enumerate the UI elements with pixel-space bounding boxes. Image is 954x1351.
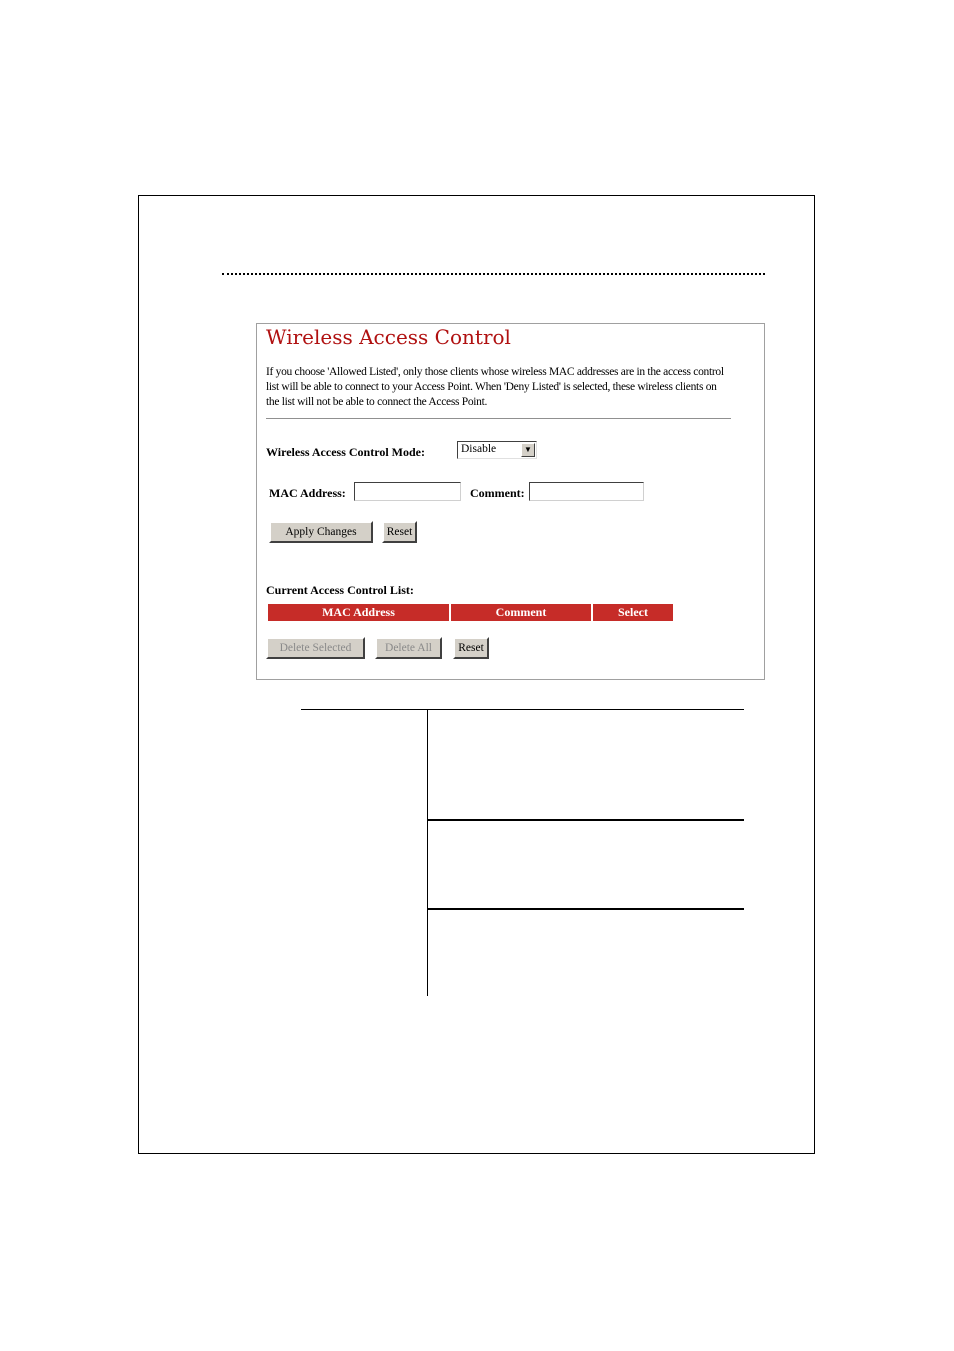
chevron-down-icon[interactable]: ▼ bbox=[521, 443, 535, 457]
mac-address-label: MAC Address: bbox=[269, 486, 346, 500]
table-column-divider bbox=[427, 709, 428, 996]
comment-label: Comment: bbox=[470, 486, 525, 500]
wireless-access-control-panel bbox=[256, 323, 765, 680]
page-title: Wireless Access Control bbox=[266, 325, 511, 349]
column-header-comment: Comment bbox=[451, 604, 591, 621]
column-header-mac-address: MAC Address bbox=[268, 604, 449, 621]
mac-address-input[interactable] bbox=[354, 482, 461, 501]
comment-input[interactable] bbox=[529, 482, 644, 501]
reset-list-button[interactable]: Reset bbox=[453, 637, 489, 659]
mode-label: Wireless Access Control Mode: bbox=[266, 445, 425, 459]
table-row-divider bbox=[427, 819, 744, 821]
table-top-rule bbox=[301, 709, 744, 710]
access-list-label: Current Access Control List: bbox=[266, 583, 414, 597]
reset-form-button[interactable]: Reset bbox=[382, 521, 417, 543]
delete-selected-button[interactable]: Delete Selected bbox=[266, 637, 365, 659]
delete-all-button[interactable]: Delete All bbox=[375, 637, 442, 659]
description-text: If you choose 'Allowed Listed', only those clients whose wireless MAC addresses are in the access control list will be able to connect to your Access Point. When 'Deny Listed' is selected, these wireless clients on the list will not be able to connect the Access Point. bbox=[266, 366, 724, 408]
section-divider bbox=[266, 418, 731, 419]
column-header-select: Select bbox=[593, 604, 673, 621]
mode-select-value: Disable bbox=[461, 443, 497, 455]
table-row-divider bbox=[427, 908, 744, 910]
dotted-divider bbox=[222, 273, 765, 275]
mode-select[interactable] bbox=[457, 441, 537, 459]
apply-changes-button[interactable]: Apply Changes bbox=[269, 521, 373, 543]
